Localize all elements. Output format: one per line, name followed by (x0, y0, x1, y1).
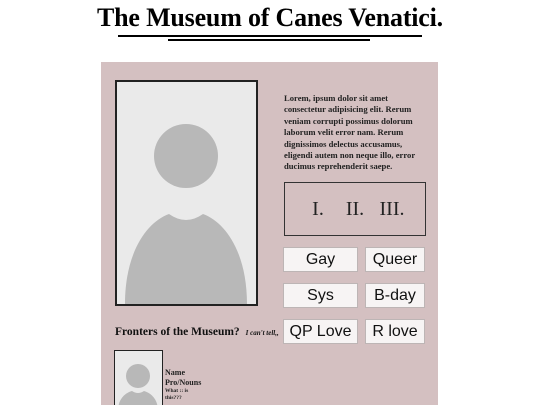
intro-text: Lorem, ipsum dolor sit amet consectetur adipisicing elit. Rerum veniam corrupti possimus dolorum laborum velit error nam. Rerum dignissimos delectus accusamus, eligendi autem non neque illo, error ducimus reprehenderit saepe. (284, 93, 415, 172)
page-tabs (284, 182, 426, 236)
tab-3[interactable]: III. (379, 197, 405, 220)
member-desc-line-2: this??? (165, 395, 182, 401)
fronters-aside: I can't tell,, (245, 329, 279, 337)
fronters-heading (115, 322, 279, 340)
queer-button[interactable]: Queer (365, 247, 425, 272)
member-avatar (114, 350, 163, 405)
member-info (165, 368, 201, 402)
fronters-title: Fronters of the Museum? (115, 326, 240, 338)
title-underline-long (118, 35, 422, 37)
member-desc-line-1: What :: is (165, 388, 189, 394)
page-title: The Museum of Canes Venatici. (97, 3, 443, 32)
title-underline-short (168, 39, 370, 41)
person-silhouette-icon (115, 351, 161, 405)
member-name: Name (165, 368, 185, 377)
sys-button[interactable]: Sys (283, 283, 358, 308)
bday-button[interactable]: B-day (365, 283, 425, 308)
gay-button[interactable]: Gay (283, 247, 358, 272)
member-pronouns: Pro/Nouns (165, 378, 202, 387)
person-silhouette-icon (117, 82, 256, 304)
tab-1[interactable]: I. (312, 197, 324, 220)
tab-2[interactable]: II. (345, 197, 365, 220)
qp-love-button[interactable]: QP Love (283, 319, 358, 344)
r-love-button[interactable]: R love (365, 319, 425, 344)
main-profile-photo (115, 80, 258, 306)
